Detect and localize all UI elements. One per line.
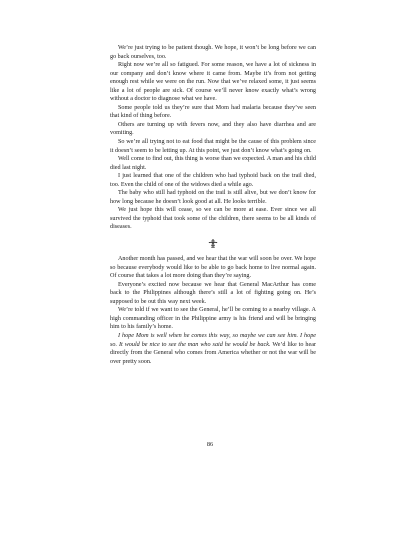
ornament-icon <box>208 239 218 248</box>
page-number: 86 <box>206 441 214 448</box>
paragraph: We’re just trying to be patient though. We hope, it won’t be long before we can go back ourselves, too. <box>110 45 316 60</box>
paragraph-text: We’d like to hear directly from the General who comes from America whether or not the war will be over pretty soon. <box>110 341 316 365</box>
paragraph: I just learned that one of the children who had typhoid back on the trail died, too. Even the child of one of the widows died a while ago. <box>110 173 316 188</box>
paragraphs-before <box>110 44 316 232</box>
paragraph: Right now we’re all so fatigued. For some reason, we have a lot of sickness in our company and don’t know where it came from. Maybe it’s from not getting enough rest while we were on the run. Now that we’ve relaxed some, it just seems like a lot of people are sick. Of course we’ll never know exactly what’s wrong without a doctor to diagnose what we have. <box>110 62 316 103</box>
paragraph: We just hope this will cease, so we can be more at ease. Ever since we all survived the typhoid that took some of the children, there seems to be all kinds of diseases. <box>110 207 316 231</box>
paragraph: Some people told us they’re sure that Mom had malaria because they’ve seen that kind of thing before. <box>110 104 316 120</box>
page-body <box>110 44 316 366</box>
paragraph: We’re told if we want to see the General, he’ll be coming to a nearby village. A high commanding officer in the Philippine army is his friend and will be bringing him to his family’s home. <box>110 307 316 331</box>
paragraph: Others are turning up with fevers now, and they also have diarrhea and are vomiting. <box>110 121 316 137</box>
paragraph: The baby who still had typhoid on the trail is still alive, but we don’t know for how long because he doesn’t look good at all. He looks terrible. <box>110 190 316 205</box>
paragraph: Well come to find out, this thing is worse than we expected. A man and his child died last night. <box>110 156 316 171</box>
paragraphs-after <box>110 255 316 366</box>
paragraph: Another month has passed, and we hear that the war will soon be over. We hope so because everybody would like to be able to go back home to live normal again. Of course that takes a lot more doing than they’re saying. <box>110 256 316 280</box>
section-break <box>110 232 316 255</box>
paragraph: Everyone’s excited now because we hear that General MacArthur has come back to the Philippines although there’s still a lot of fighting going on. He’s supposed to be out this way next week. <box>110 281 316 305</box>
paragraph: So we’re all trying not to eat food that might be the cause of this problem since it doesn’t seem to be letting up. At this point, we just don’t know what’s going on. <box>110 139 316 154</box>
paragraph-mixed <box>110 332 316 366</box>
italic-passage: I hope Mom is well when he comes this way, so maybe we can see him. I hope so. It would be nice to see the man who said he would be back. <box>110 332 316 348</box>
